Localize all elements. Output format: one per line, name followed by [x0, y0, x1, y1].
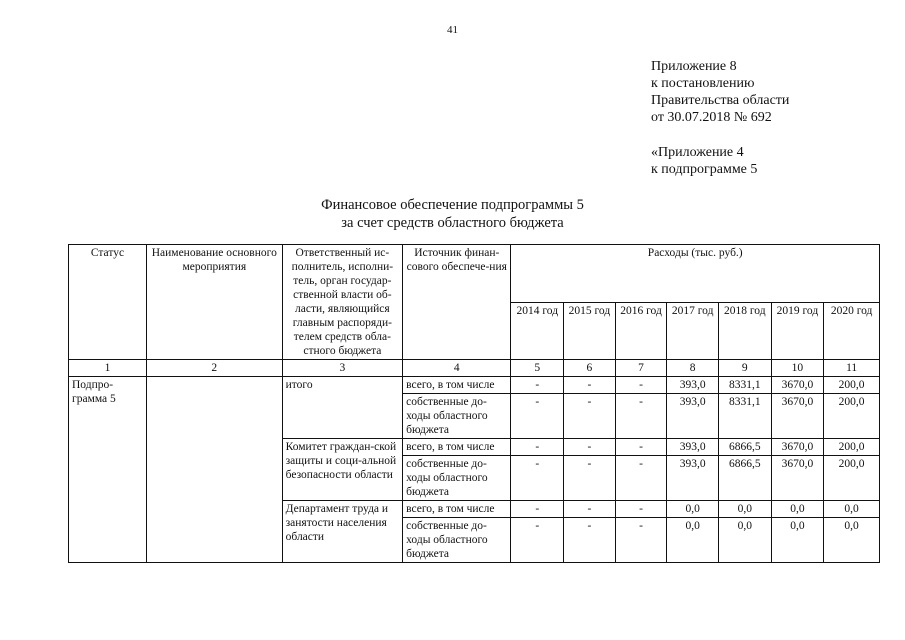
appendix-header	[651, 58, 789, 126]
header-year: 2020 год	[824, 302, 880, 360]
title-line-2: за счет средств областного бюджета	[341, 215, 564, 231]
appendix-line: «Приложение 4	[651, 145, 744, 160]
value-cell: -	[615, 377, 667, 394]
value-cell: 6866,5	[718, 439, 771, 456]
executor-cell: Комитет граждан-ской защиты и соци-альной безопасности области	[282, 439, 402, 501]
column-numbers-row	[69, 360, 880, 377]
value-cell: 6866,5	[718, 456, 771, 501]
header-year: 2014 год	[511, 302, 564, 360]
header-year: 2015 год	[564, 302, 616, 360]
header-executor: Ответственный ис-полнитель, исполни-тель, орган государ-ственной власти об-ласти, являющийся главным распоряди-телем средств обла-стного бюджета	[282, 245, 402, 360]
value-cell: -	[615, 501, 667, 518]
appendix-line: от 30.07.2018 № 692	[651, 110, 772, 125]
title-line-1: Финансовое обеспечение подпрограммы 5	[321, 197, 584, 213]
column-number: 1	[69, 360, 147, 377]
value-cell: 0,0	[718, 518, 771, 563]
header-source: Источник финан-сового обеспече-ния	[403, 245, 511, 360]
value-cell: -	[564, 501, 616, 518]
value-cell: 3670,0	[771, 439, 824, 456]
source-cell: всего, в том числе	[403, 377, 511, 394]
source-cell: собственные до-ходы областного бюджета	[403, 518, 511, 563]
value-cell: 8331,1	[718, 394, 771, 439]
value-cell: -	[615, 439, 667, 456]
value-cell: 200,0	[824, 377, 880, 394]
value-cell: -	[511, 377, 564, 394]
column-number: 2	[146, 360, 282, 377]
value-cell: 0,0	[824, 518, 880, 563]
value-cell: 393,0	[667, 456, 719, 501]
value-cell: -	[511, 394, 564, 439]
header-year: 2016 год	[615, 302, 667, 360]
value-cell: -	[511, 501, 564, 518]
column-number: 7	[615, 360, 667, 377]
value-cell: -	[511, 456, 564, 501]
funding-table	[68, 244, 880, 563]
value-cell: 393,0	[667, 439, 719, 456]
source-cell: всего, в том числе	[403, 501, 511, 518]
value-cell: 8331,1	[718, 377, 771, 394]
header-measure: Наименование основного мероприятия	[146, 245, 282, 360]
executor-cell: итого	[282, 377, 402, 439]
header-year: 2018 год	[718, 302, 771, 360]
value-cell: -	[615, 456, 667, 501]
value-cell: -	[615, 394, 667, 439]
value-cell: -	[564, 456, 616, 501]
value-cell: 3670,0	[771, 456, 824, 501]
value-cell: -	[564, 518, 616, 563]
value-cell: 0,0	[771, 501, 824, 518]
value-cell: -	[564, 439, 616, 456]
value-cell: 0,0	[667, 501, 719, 518]
appendix-reference	[651, 144, 757, 178]
measure-cell	[146, 377, 282, 563]
value-cell: 0,0	[771, 518, 824, 563]
value-cell: -	[615, 518, 667, 563]
appendix-line: к подпрограмме 5	[651, 162, 758, 177]
header-year: 2017 год	[667, 302, 719, 360]
table-row	[69, 377, 880, 394]
source-cell: всего, в том числе	[403, 439, 511, 456]
executor-cell: Департамент труда и занятости населения области	[282, 501, 402, 563]
value-cell: 393,0	[667, 377, 719, 394]
column-number: 4	[403, 360, 511, 377]
value-cell: 200,0	[824, 394, 880, 439]
appendix-line: Правительства области	[651, 93, 790, 108]
value-cell: -	[564, 377, 616, 394]
value-cell: 0,0	[824, 501, 880, 518]
value-cell: 393,0	[667, 394, 719, 439]
value-cell: 3670,0	[771, 394, 824, 439]
header-year: 2019 год	[771, 302, 824, 360]
status-cell: Подпро-грамма 5	[69, 377, 147, 563]
document-title	[0, 196, 905, 232]
page-number: 41	[447, 24, 458, 36]
column-number: 3	[282, 360, 402, 377]
value-cell: 200,0	[824, 439, 880, 456]
value-cell: 0,0	[667, 518, 719, 563]
header-expenses: Расходы (тыс. руб.)	[511, 245, 880, 303]
column-number: 9	[718, 360, 771, 377]
column-number: 8	[667, 360, 719, 377]
value-cell: -	[564, 394, 616, 439]
appendix-line: к постановлению	[651, 76, 755, 91]
column-number: 10	[771, 360, 824, 377]
value-cell: -	[511, 518, 564, 563]
column-number: 5	[511, 360, 564, 377]
header-status: Статус	[69, 245, 147, 360]
value-cell: 200,0	[824, 456, 880, 501]
appendix-line: Приложение 8	[651, 59, 737, 74]
source-cell: собственные до-ходы областного бюджета	[403, 456, 511, 501]
value-cell: 3670,0	[771, 377, 824, 394]
column-number: 6	[564, 360, 616, 377]
value-cell: 0,0	[718, 501, 771, 518]
source-cell: собственные до-ходы областного бюджета	[403, 394, 511, 439]
column-number: 11	[824, 360, 880, 377]
value-cell: -	[511, 439, 564, 456]
